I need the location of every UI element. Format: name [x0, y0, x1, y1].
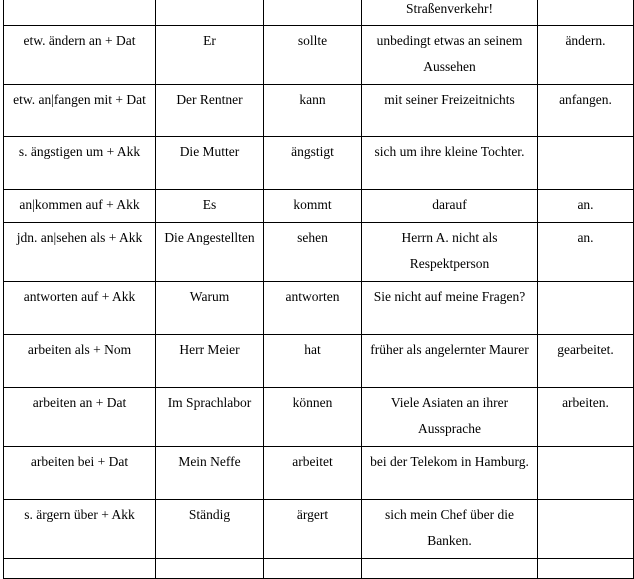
- conjugated-verb-cell: [264, 335, 362, 388]
- middle-field-cell-text: sich um ihre kleine Tochter.: [374, 144, 525, 159]
- verb-cell: [4, 335, 156, 388]
- middle-field-cell-text: mit seiner Freizeitnichts: [384, 92, 515, 107]
- subject-cell-text: Es: [202, 197, 217, 212]
- verb-cell: [4, 26, 156, 85]
- conjugated-verb-cell: [264, 447, 362, 500]
- subject-cell-text: Warum: [189, 289, 230, 304]
- verb-cell: [4, 447, 156, 500]
- table-row: [4, 223, 634, 282]
- middle-field-cell-text: Straßenverkehr!: [406, 1, 493, 16]
- subject-cell: [156, 26, 264, 85]
- subject-cell: [156, 388, 264, 447]
- table-row: [4, 388, 634, 447]
- middle-field-cell: [362, 447, 538, 500]
- verb-cell: [4, 559, 156, 579]
- verb-cell-text: arbeiten bei + Dat: [30, 454, 129, 469]
- middle-field-cell: [362, 85, 538, 137]
- subject-cell: [156, 223, 264, 282]
- sentence-end-cell: [538, 282, 634, 335]
- sentence-end-cell-text: an.: [577, 230, 594, 245]
- table-row: [4, 85, 634, 137]
- middle-field-cell: [362, 190, 538, 223]
- middle-field-cell-text: Viele Asiaten an ihrer Aussprache: [390, 395, 509, 436]
- subject-cell-text: Der Rentner: [176, 92, 243, 107]
- conjugated-verb-cell: [264, 500, 362, 559]
- conjugated-verb-cell-text: hat: [304, 342, 321, 357]
- verb-cell: [4, 223, 156, 282]
- table-body: [4, 0, 634, 579]
- sentence-end-cell: [538, 388, 634, 447]
- conjugated-verb-cell-text: ängstigt: [291, 144, 334, 159]
- subject-cell-text: Im Sprachlabor: [167, 395, 252, 410]
- conjugated-verb-cell: [264, 559, 362, 579]
- middle-field-cell: [362, 335, 538, 388]
- conjugated-verb-cell-text: kommt: [293, 197, 332, 212]
- verb-cell: [4, 500, 156, 559]
- sentence-end-cell-text: ändern.: [565, 33, 606, 48]
- verb-cell-text: etw. ändern an + Dat: [23, 33, 136, 48]
- subject-cell-text: Ständig: [188, 507, 231, 522]
- middle-field-cell: [362, 223, 538, 282]
- verb-preposition-table: [3, 0, 634, 579]
- subject-cell-text: Die Angestellten: [164, 230, 255, 245]
- middle-field-cell: [362, 26, 538, 85]
- subject-cell-text: Herr Meier: [179, 342, 240, 357]
- conjugated-verb-cell: [264, 26, 362, 85]
- verb-cell-text: jdn. an|sehen als + Akk: [16, 230, 143, 245]
- subject-cell-text: Mein Neffe: [178, 454, 241, 469]
- verb-cell-text: an|kommen auf + Akk: [19, 197, 140, 212]
- verb-cell: [4, 0, 156, 26]
- table-row: [4, 447, 634, 500]
- conjugated-verb-cell: [264, 282, 362, 335]
- middle-field-cell: [362, 388, 538, 447]
- sentence-end-cell-text: anfangen.: [559, 92, 612, 107]
- sentence-end-cell: [538, 500, 634, 559]
- verb-cell-text: arbeiten als + Nom: [27, 342, 132, 357]
- conjugated-verb-cell: [264, 223, 362, 282]
- sentence-end-cell-text: gearbeitet.: [557, 342, 614, 357]
- verb-cell: [4, 282, 156, 335]
- conjugated-verb-cell-text: sehen: [297, 230, 328, 245]
- sentence-end-cell: [538, 137, 634, 190]
- sentence-end-cell: [538, 190, 634, 223]
- subject-cell-text: Die Mutter: [179, 144, 240, 159]
- verb-cell-text: s. ängstigen um + Akk: [18, 144, 141, 159]
- subject-cell: [156, 335, 264, 388]
- middle-field-cell: [362, 559, 538, 579]
- conjugated-verb-cell-text: kann: [299, 92, 326, 107]
- sentence-end-cell: [538, 0, 634, 26]
- middle-field-cell: [362, 500, 538, 559]
- subject-cell: [156, 85, 264, 137]
- verb-cell: [4, 85, 156, 137]
- middle-field-cell: [362, 282, 538, 335]
- sentence-end-cell: [538, 447, 634, 500]
- sentence-end-cell: [538, 85, 634, 137]
- middle-field-cell-text: Herrn A. nicht als Respektperson: [401, 230, 498, 271]
- subject-cell: [156, 559, 264, 579]
- conjugated-verb-cell-text: sollte: [297, 33, 328, 48]
- subject-cell: [156, 282, 264, 335]
- conjugated-verb-cell: [264, 137, 362, 190]
- table-row: [4, 190, 634, 223]
- verb-cell-text: s. ärgern über + Akk: [24, 507, 135, 522]
- conjugated-verb-cell: [264, 190, 362, 223]
- middle-field-cell: [362, 137, 538, 190]
- subject-cell: [156, 500, 264, 559]
- verb-cell: [4, 137, 156, 190]
- middle-field-cell-text: bei der Telekom in Hamburg.: [370, 454, 529, 469]
- table-row: [4, 282, 634, 335]
- conjugated-verb-cell-text: können: [292, 395, 333, 410]
- middle-field-cell-text: früher als angelernter Maurer: [370, 342, 529, 357]
- table-row: [4, 0, 634, 26]
- subject-cell: [156, 0, 264, 26]
- conjugated-verb-cell-text: antworten: [285, 289, 340, 304]
- subject-cell: [156, 447, 264, 500]
- conjugated-verb-cell-text: arbeitet: [292, 454, 333, 469]
- table-row: [4, 500, 634, 559]
- sentence-end-cell: [538, 335, 634, 388]
- conjugated-verb-cell-text: ärgert: [296, 507, 329, 522]
- table-row: [4, 559, 634, 579]
- verb-cell-text: arbeiten an + Dat: [32, 395, 127, 410]
- verb-cell-text: antworten auf + Akk: [23, 289, 136, 304]
- sentence-end-cell: [538, 559, 634, 579]
- verb-cell-text: etw. an|fangen mit + Dat: [13, 92, 146, 107]
- sentence-end-cell: [538, 223, 634, 282]
- middle-field-cell-text: unbedingt etwas an seinem Aussehen: [376, 33, 523, 74]
- middle-field-cell-text: Sie nicht auf meine Fragen?: [373, 289, 526, 304]
- table-row: [4, 26, 634, 85]
- conjugated-verb-cell: [264, 85, 362, 137]
- conjugated-verb-cell: [264, 388, 362, 447]
- sentence-end-cell-text: an.: [577, 197, 594, 212]
- middle-field-cell-text: sich mein Chef über die Banken.: [385, 507, 514, 548]
- subject-cell-text: Er: [203, 33, 216, 48]
- verb-cell: [4, 190, 156, 223]
- middle-field-cell-text: darauf: [432, 197, 467, 212]
- conjugated-verb-cell: [264, 0, 362, 26]
- sentence-end-cell: [538, 26, 634, 85]
- subject-cell: [156, 190, 264, 223]
- sentence-end-cell-text: arbeiten.: [562, 395, 609, 410]
- middle-field-cell: [362, 0, 538, 26]
- table-row: [4, 335, 634, 388]
- verb-cell: [4, 388, 156, 447]
- table-row: [4, 137, 634, 190]
- subject-cell: [156, 137, 264, 190]
